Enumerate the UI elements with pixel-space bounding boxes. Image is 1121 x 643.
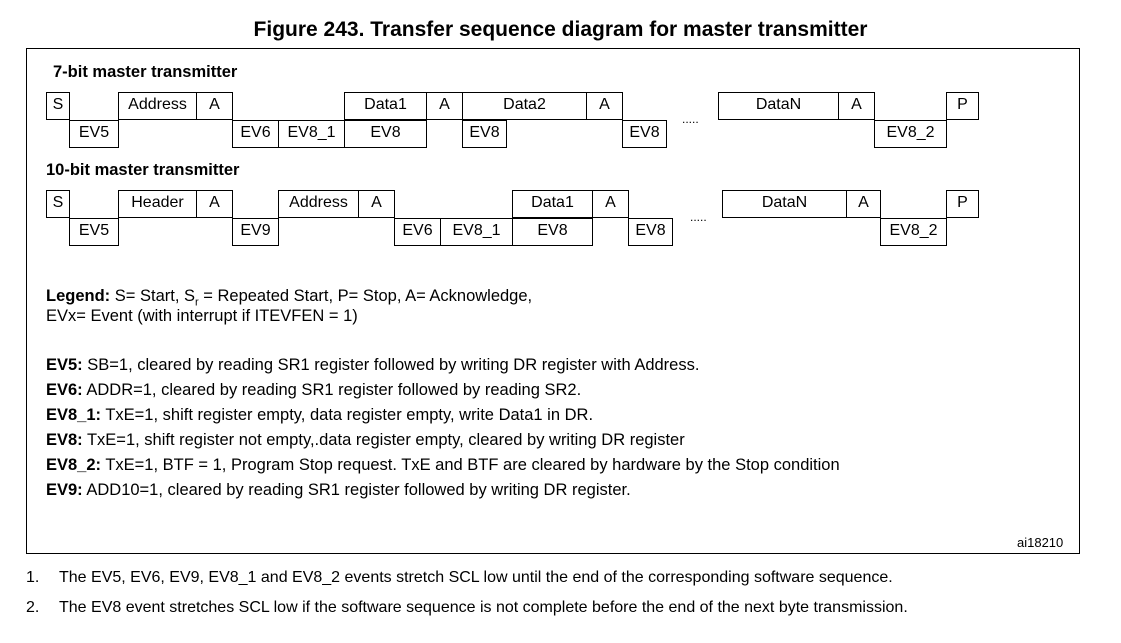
event-cell: EV9 — [232, 218, 279, 246]
ellipsis: ..... — [690, 210, 707, 224]
ellipsis: ..... — [682, 112, 699, 126]
event-cell: EV8_1 — [440, 218, 513, 246]
event-ev6 — [46, 378, 840, 403]
frame-cell: P — [946, 92, 979, 120]
event-cell: EV8 — [462, 120, 507, 148]
event-cell: EV8 — [512, 218, 593, 246]
frame-cell: DataN — [718, 92, 839, 120]
legend-label: Legend: — [46, 287, 111, 305]
event-list — [46, 353, 840, 503]
frame-cell: Address — [278, 190, 359, 218]
event-text: ADDR=1, cleared by reading SR1 register followed by reading SR2. — [82, 381, 582, 399]
event-ev5 — [46, 353, 840, 378]
event-text: SB=1, cleared by reading SR1 register followed by writing DR register with Address. — [82, 356, 700, 374]
frame-cell: A — [196, 92, 233, 120]
frame-cell: Data1 — [512, 190, 593, 218]
legend-text-a: S= Start, S — [110, 287, 196, 305]
event-cell: EV5 — [69, 218, 119, 246]
frame-cell: S — [46, 92, 70, 120]
note-number: 1. — [26, 569, 40, 586]
event-cell: EV8_1 — [278, 120, 345, 148]
event-ev8-2 — [46, 453, 840, 478]
note-number: 2. — [26, 599, 40, 616]
note-2 — [26, 599, 908, 617]
event-name: EV8_2: — [46, 456, 102, 474]
event-name: EV5: — [46, 356, 83, 374]
note-text: The EV5, EV6, EV9, EV8_1 and EV8_2 events stretch SCL low until the end of the corresponding software sequence. — [59, 569, 893, 586]
figure-title: Figure 243. Transfer sequence diagram for master transmitter — [253, 18, 868, 41]
event-ev8-1 — [46, 403, 840, 428]
frame-cell: DataN — [722, 190, 847, 218]
frame-cell: Data2 — [462, 92, 587, 120]
frame-cell: A — [592, 190, 629, 218]
note-text: The EV8 event stretches SCL low if the software sequence is not complete before the end of the next byte transmission. — [59, 599, 908, 616]
frame-cell: A — [196, 190, 233, 218]
event-cell: EV8_2 — [880, 218, 947, 246]
frame-cell: S — [46, 190, 70, 218]
event-name: EV8: — [46, 431, 83, 449]
legend-line-2: EVx= Event (with interrupt if ITEVFEN = 1) — [46, 307, 358, 325]
frame-cell: Address — [118, 92, 197, 120]
event-text: TxE=1, shift register empty, data register empty, write Data1 in DR. — [101, 406, 594, 424]
event-name: EV9: — [46, 481, 83, 499]
event-text: TxE=1, shift register not empty,.data register empty, cleared by writing DR register — [82, 431, 685, 449]
event-text: ADD10=1, cleared by reading SR1 register followed by writing DR register. — [82, 481, 631, 499]
event-cell: EV8 — [622, 120, 667, 148]
frame-cell: A — [358, 190, 395, 218]
event-cell: EV5 — [69, 120, 119, 148]
event-text: TxE=1, BTF = 1, Program Stop request. TxE and BTF are cleared by hardware by the Stop condition — [101, 456, 840, 474]
event-name: EV6: — [46, 381, 83, 399]
event-cell: EV6 — [394, 218, 441, 246]
frame-cell: Data1 — [344, 92, 427, 120]
frame-cell: A — [586, 92, 623, 120]
event-cell: EV8_2 — [874, 120, 947, 148]
event-ev8 — [46, 428, 840, 453]
event-name: EV8_1: — [46, 406, 102, 424]
legend-subscript: r — [195, 296, 199, 309]
legend-text-b: = Repeated Start, P= Stop, A= Acknowledge, — [198, 287, 533, 305]
event-cell: EV8 — [344, 120, 427, 148]
frame-cell: P — [946, 190, 979, 218]
event-ev9 — [46, 478, 840, 503]
event-cell: EV6 — [232, 120, 279, 148]
reference-id: ai18210 — [1017, 535, 1064, 550]
section-title-7bit: 7-bit master transmitter — [53, 63, 238, 81]
note-1 — [26, 569, 893, 587]
frame-cell: A — [846, 190, 881, 218]
frame-cell: Header — [118, 190, 197, 218]
frame-cell: A — [426, 92, 463, 120]
event-cell: EV8 — [628, 218, 673, 246]
frame-cell: A — [838, 92, 875, 120]
section-title-10bit: 10-bit master transmitter — [46, 161, 240, 179]
